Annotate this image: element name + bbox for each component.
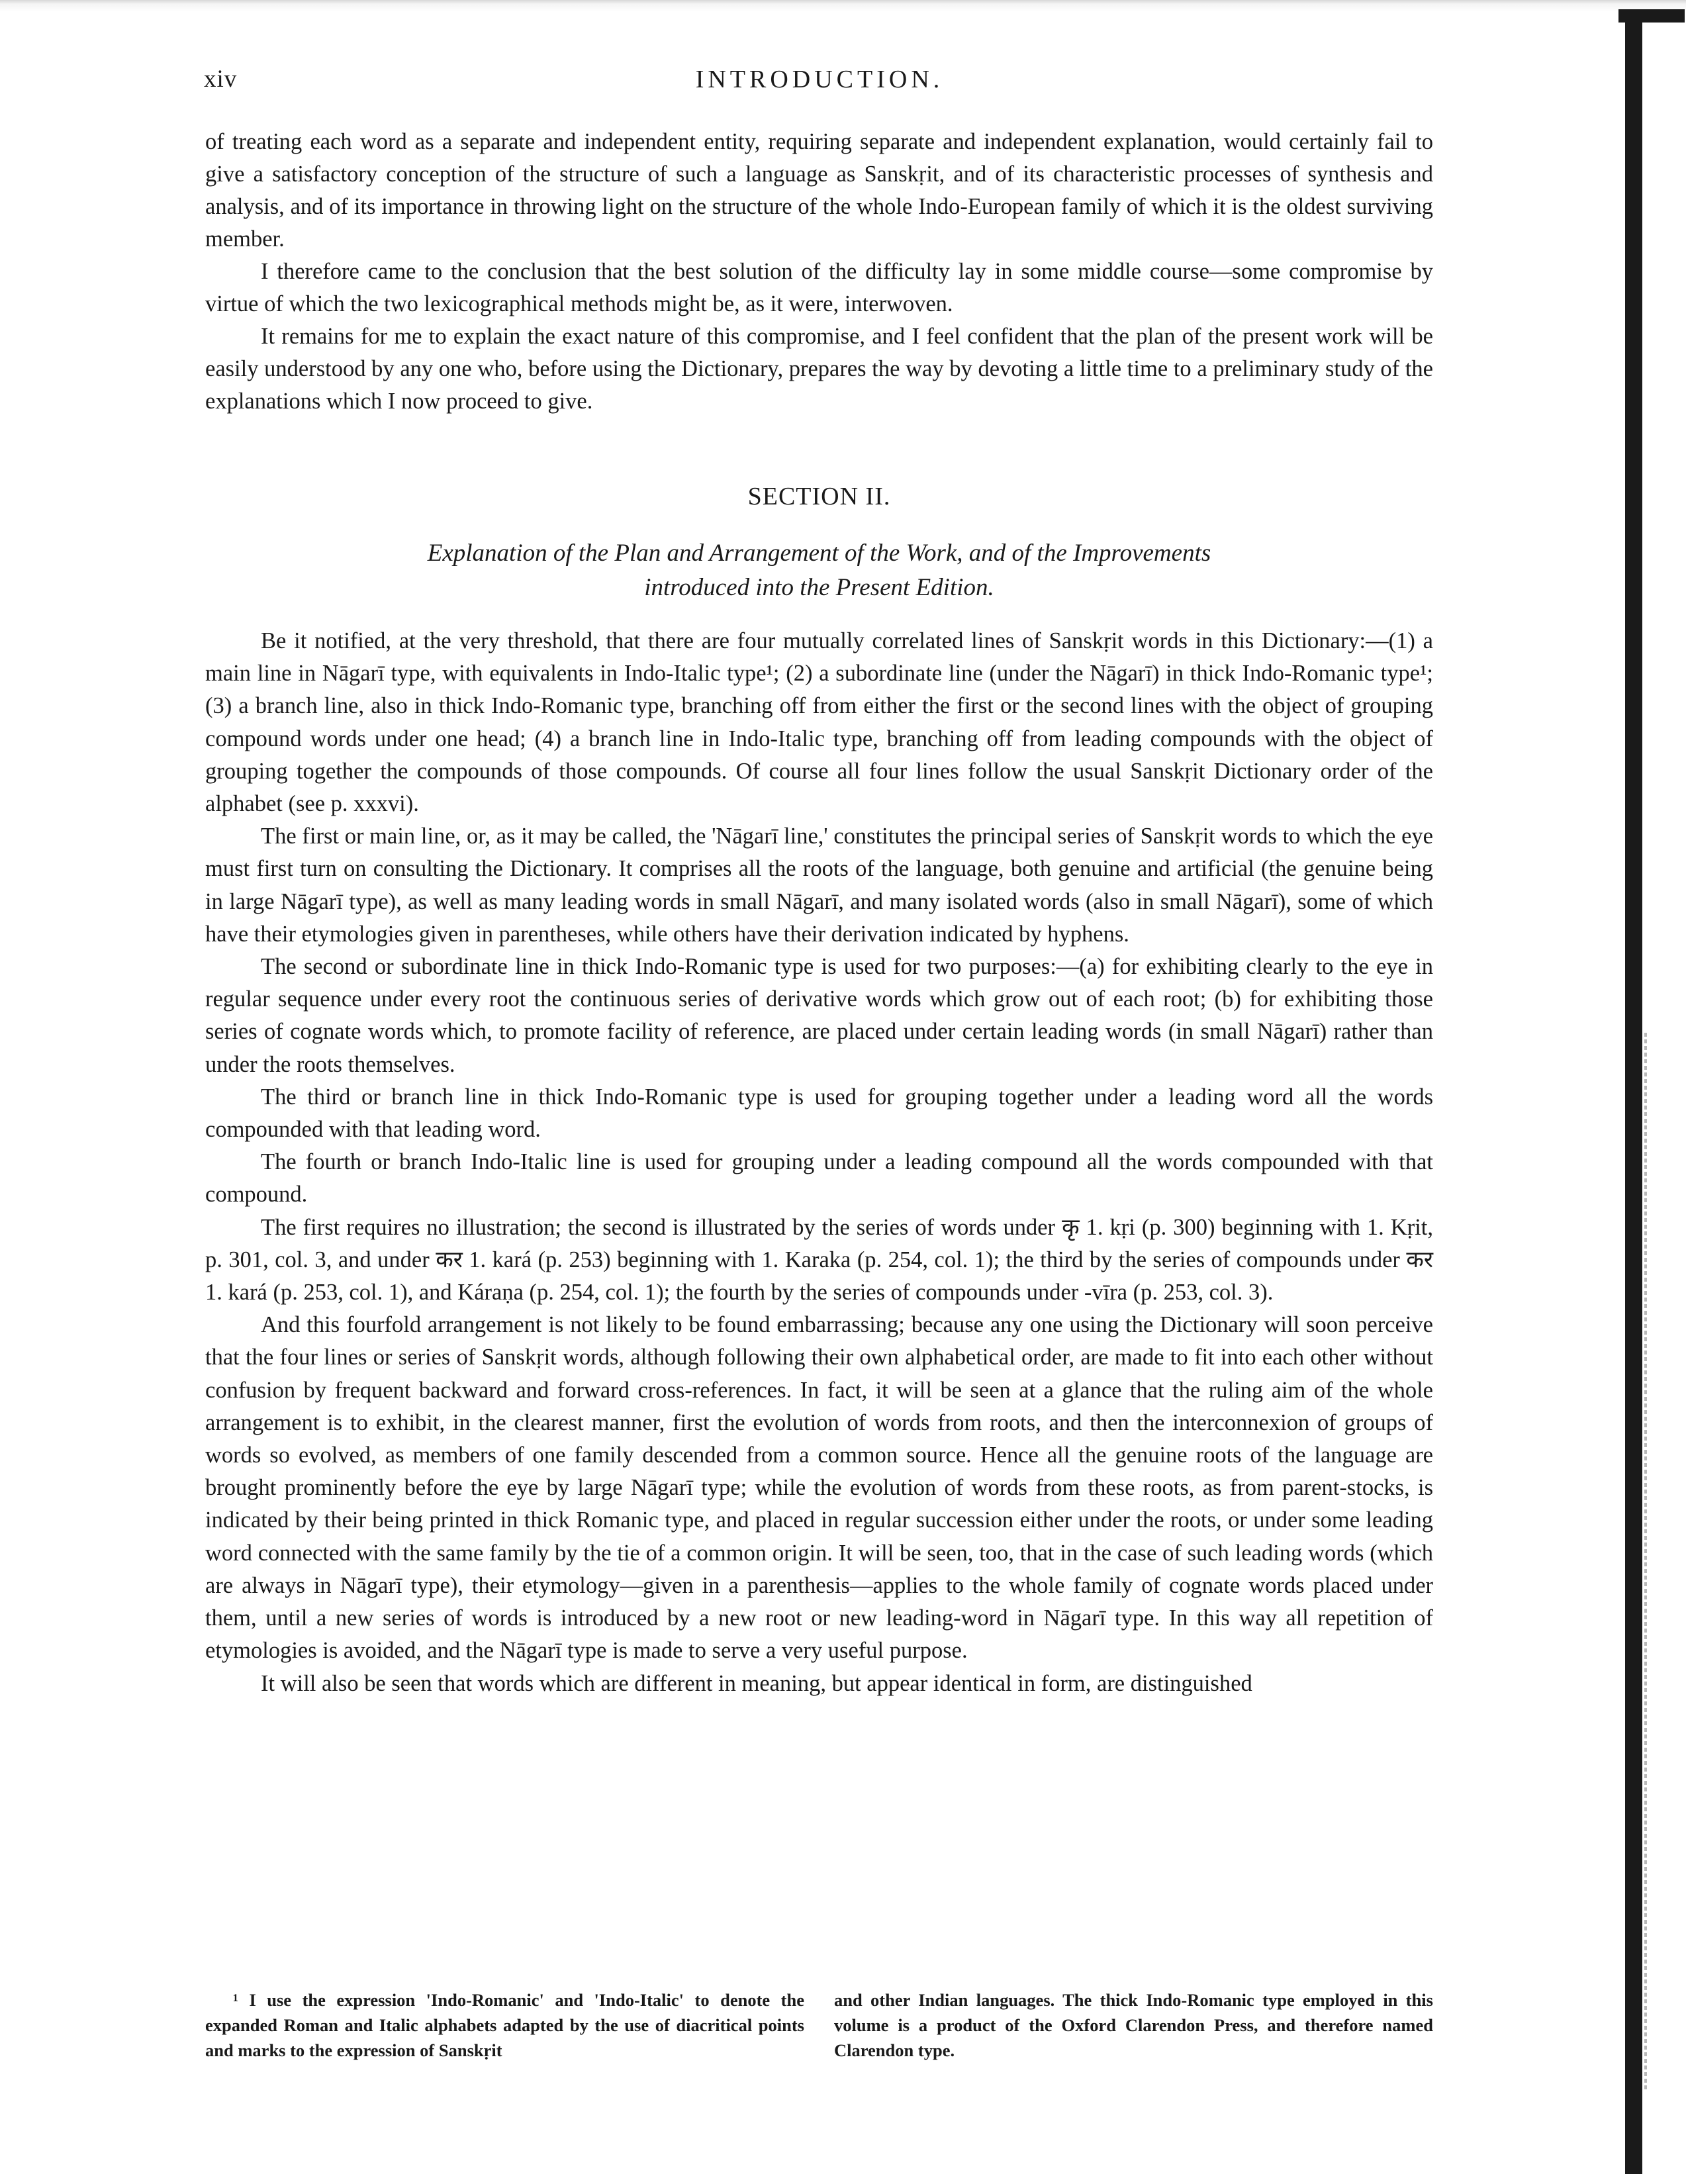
paragraph: It remains for me to explain the exact nature of this compromise, and I feel confident that the plan of the present work will be easily understood by any one who, before using the Dictionary, prepares the way by devoting a little time to a preliminary study of the explanations which I now proceed to give. — [205, 324, 1433, 414]
running-title: INTRODUCTION. — [695, 66, 944, 93]
footnote-column: and other Indian languages. The thick Indo-Romanic type employed in this volume is a product of the Oxford Clarendon Press, and therefore named Clarendon type. — [834, 1990, 1433, 2060]
paragraph: Be it notified, at the very threshold, that there are four mutually correlated lines of Sanskṛit words in this Dictionary:—(1) a main line in Nāgarī type, with equivalents in Indo-Italic type¹; (2) a subordinate line (under the Nāgarī) in thick Indo-Romanic type¹; (3) a branch line, also in thick Indo-Romanic type, branching off from either the first or the second lines with the object of grouping compound words under one head; (4) a branch line in Indo-Italic type, branching off from leading compounds with the object of grouping together the compounds of those compounds. Of course all four lines follow the usual Sanskṛit Dictionary order of the alphabet (see p. xxxvi). — [205, 628, 1433, 817]
paragraph: I therefore came to the conclusion that the best solution of the difficulty lay in some middle course—some compromise by virtue of which the two lexicographical methods might be, as it were, interwoven. — [205, 259, 1433, 316]
section-subtitle-line: Explanation of the Plan and Arrangement of the Work, and of the Improvements — [427, 540, 1211, 567]
section-text-block — [205, 625, 1433, 1700]
section-subtitle-line: introduced into the Present Edition. — [644, 574, 994, 601]
paragraph: The second or subordinate line in thick Indo-Romanic type is used for two purposes:—(a) for exhibiting clearly to the eye in regular sequence under every root the continuous series of derivative words which grow out of each root; (b) for exhibiting those series of cognate words which, to promote facility of reference, are placed under certain leading words (in small Nāgarī) rather than under the roots themselves. — [205, 954, 1433, 1077]
footnote-column: ¹ I use the expression 'Indo-Romanic' and 'Indo-Italic' to denote the expanded Roman and Italic alphabets adapted by the use of diacritical points and marks to the expression of Sanskṛit — [205, 1990, 804, 2060]
paragraph: The first requires no illustration; the second is illustrated by the series of words under कृ 1. kṛi (p. 300) beginning with 1. Kṛit, p. 301, col. 3, and under कर 1. kará (p. 253) beginning with 1. Karaka (p. 254, col. 1); the third by the series of compounds under कर 1. kará (p. 253, col. 1), and Káraṇa (p. 254, col. 1); the fourth by the series of compounds under -vīra (p. 253, col. 3). — [205, 1214, 1433, 1306]
footnotes — [205, 1987, 1433, 2063]
paragraph: The fourth or branch Indo-Italic line is used for grouping under a leading compound all the words compounded with that compound. — [205, 1149, 1433, 1208]
page-header — [204, 65, 1435, 105]
paragraph: And this fourfold arrangement is not likely to be found embarrassing; because any one using the Dictionary will soon perceive that the four lines or series of Sanskṛit words, although following their own alphabetical order, are made to fit into each other without confusion by frequent backward and forward cross-references. In fact, it will be seen at a glance that the ruling aim of the whole arrangement is to exhibit, in the clearest manner, first the evolution of words from roots, and then the interconnexion of groups of words so evolved, as members of one family descended from a common source. Hence all the genuine roots of the language are brought prominently before the eye by large Nāgarī type; while the evolution of words from these roots, as from parent-stocks, is indicated by their being printed in thick Romanic type, and placed in regular succession either under the roots, or under some leading word connected with the same family by the tie of a common origin. It will be seen, too, that in the case of such leading words (which are always in Nāgarī type), their etymology—given in a parenthesis—applies to the whole family of cognate words placed under them, until a new series of words is introduced by a new root or new leading-word in Nāgarī type. In this way all repetition of etymologies is avoided, and the Nāgarī type is made to serve a very useful purpose. — [205, 1312, 1433, 1664]
paragraph: It will also be seen that words which are different in meaning, but appear identical in form, are distinguished — [261, 1670, 1252, 1696]
intro-text-block — [205, 126, 1433, 418]
scan-top-edge — [0, 0, 1686, 12]
page-number: xiv — [204, 66, 238, 93]
paragraph: The third or branch line in thick Indo-Romanic type is used for grouping together under a leading word all the words compounded with that leading word. — [205, 1084, 1433, 1143]
paragraph: of treating each word as a separate and independent entity, requiring separate and independent explanation, would certainly fail to give a satisfactory conception of the structure of such a language as Sanskṛit, and of its characteristic processes of synthesis and analysis, and of its importance in throwing light on the structure of the whole Indo-European family of which it is the oldest surviving member. — [205, 129, 1433, 252]
page-binding-texture — [1644, 1033, 1647, 2092]
section-subtitle — [205, 536, 1433, 605]
section-heading: SECTION II. — [747, 483, 891, 510]
paragraph: The first or main line, or, as it may be called, the 'Nāgarī line,' constitutes the principal series of Sanskṛit words to which the eye must first turn on consulting the Dictionary. It comprises all the roots of the language, both genuine and artificial (the genuine being in large Nāgarī type), as well as many leading words in small Nāgarī, and many isolated words (also in small Nāgarī), some of which have their etymologies given in parentheses, while others have their derivation indicated by hyphens. — [205, 824, 1433, 947]
page-binding-edge — [1625, 15, 1642, 2174]
